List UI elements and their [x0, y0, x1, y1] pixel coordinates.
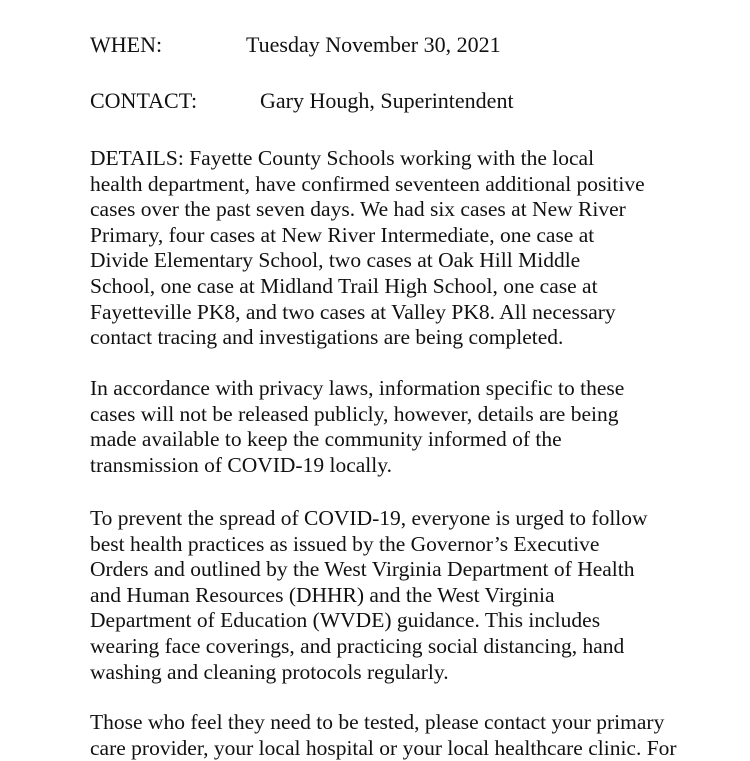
text-line: transmission of COVID-19 locally. — [90, 452, 392, 477]
text-line: DETAILS: Fayette County Schools working with the local — [90, 146, 595, 170]
text-line: Divide Elementary School, two cases at Oak Hill Middle — [90, 248, 581, 273]
when-value: Tuesday November 30, 2021 — [246, 32, 501, 57]
text-line: contact tracing and investigations are being completed. — [90, 325, 564, 350]
text-line: and Human Resources (DHHR) and the West Virginia — [90, 582, 555, 607]
text-line: wearing face coverings, and practicing social distancing, hand — [90, 633, 625, 658]
text-line: To prevent the spread of COVID-19, everyone is urged to follow — [90, 506, 648, 530]
text-line: Department of Education (WVDE) guidance. This includes — [90, 608, 601, 633]
details-paragraph — [90, 146, 645, 351]
text-line: health department, have confirmed seventeen additional positive — [90, 171, 645, 196]
contact-field — [90, 88, 514, 114]
testing-paragraph — [90, 710, 677, 761]
contact-label: CONTACT: — [90, 88, 198, 113]
contact-value: Gary Hough, Superintendent — [260, 88, 514, 113]
privacy-paragraph — [90, 376, 624, 478]
when-field — [90, 32, 501, 58]
text-line: Orders and outlined by the West Virginia Department of Health — [90, 557, 635, 582]
text-line: Fayetteville PK8, and two cases at Valley PK8. All necessary — [90, 299, 616, 324]
text-line: best health practices as issued by the Governor’s Executive — [90, 531, 600, 556]
when-label: WHEN: — [90, 32, 163, 57]
text-line: School, one case at Midland Trail High School, one case at — [90, 273, 598, 298]
text-line: In accordance with privacy laws, information specific to these — [90, 376, 625, 400]
text-line: washing and cleaning protocols regularly. — [90, 659, 449, 684]
text-line: cases will not be released publicly, however, details are being — [90, 401, 619, 426]
text-line: Those who feel they need to be tested, please contact your primary — [90, 710, 665, 734]
text-line: care provider, your local hospital or your local healthcare clinic. For — [90, 735, 677, 760]
text-line: Primary, four cases at New River Intermediate, one case at — [90, 222, 595, 247]
prevention-paragraph — [90, 506, 648, 685]
text-line: cases over the past seven days. We had six cases at New River — [90, 197, 626, 222]
text-line: made available to keep the community informed of the — [90, 427, 562, 452]
